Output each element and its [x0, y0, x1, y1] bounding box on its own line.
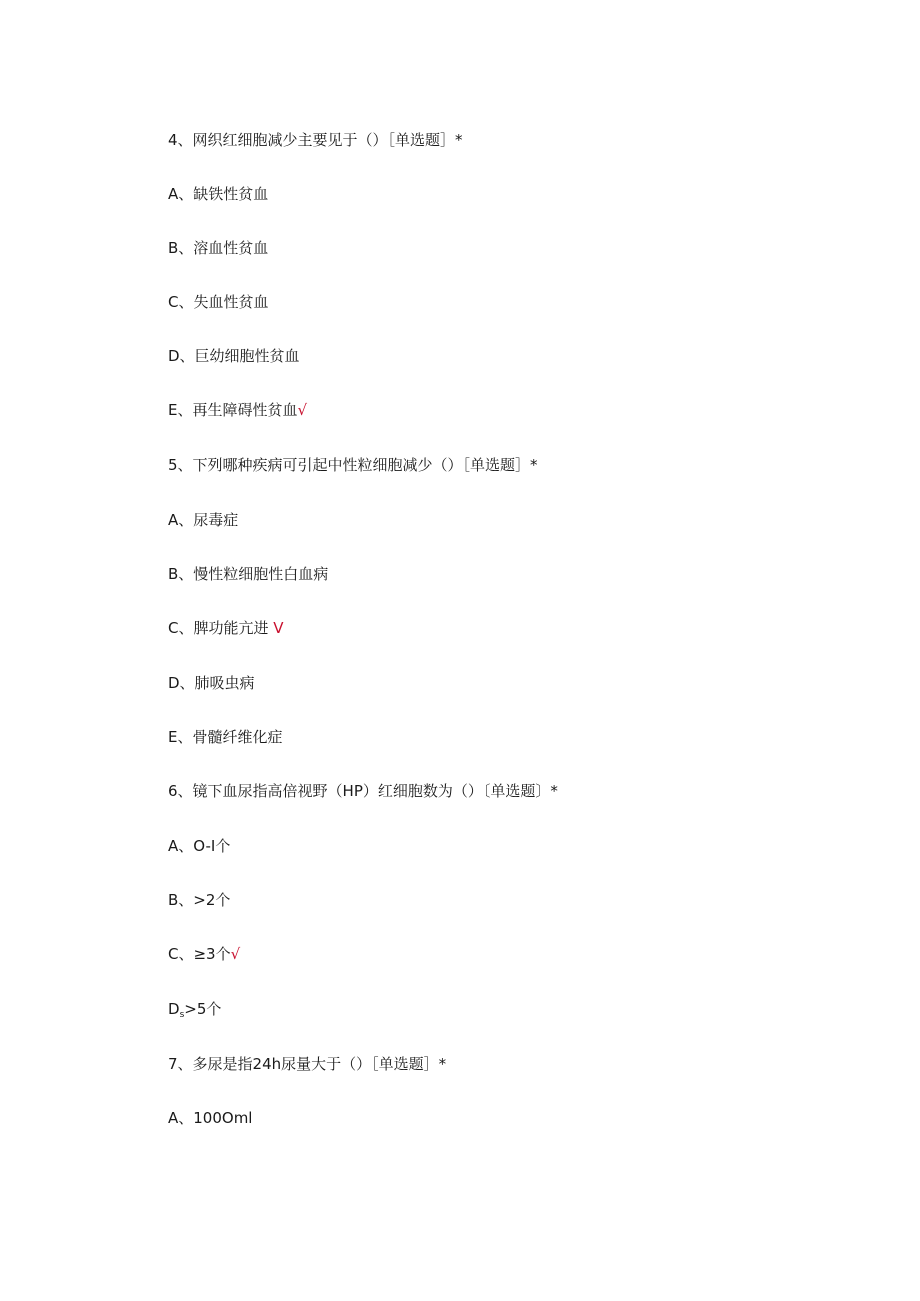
question-5-option-a [168, 510, 238, 530]
answer-check-mark: √ [230, 945, 241, 963]
option-text: B、慢性粒细胞性白血病 [168, 565, 329, 583]
question-4-option-a [168, 184, 268, 204]
question-4-option-b [168, 238, 268, 258]
option-text: C、脾功能亢进 [168, 619, 269, 637]
option-text: D、巨幼细胞性贫血 [168, 347, 300, 365]
option-letter: D [168, 1000, 180, 1018]
question-4-option-e [168, 400, 307, 420]
answer-check-mark: √ [297, 401, 308, 419]
question-5-option-c [168, 618, 284, 638]
option-text: E、再生障碍性贫血 [168, 401, 298, 419]
option-text: A、O-I个 [168, 837, 231, 855]
question-5-option-d [168, 673, 255, 693]
question-4-prompt: 4、网织红细胞减少主要见于（）［单选题］* [168, 131, 463, 149]
question-7-option-a [168, 1108, 252, 1128]
question-6-option-d [168, 999, 221, 1025]
option-subscript: s [179, 1010, 185, 1020]
question-6-option-b [168, 890, 230, 910]
answer-check-mark: V [273, 619, 284, 637]
option-text: B、溶血性贫血 [168, 239, 269, 257]
option-text: A、尿毒症 [168, 511, 239, 529]
question-5-option-b [168, 564, 328, 584]
question-6-option-c [168, 944, 240, 964]
question-4-option-d [168, 346, 300, 366]
question-6-prompt: 6、镜下血尿指高倍视野（HP）红细胞数为（）〔单选题〕* [168, 782, 558, 800]
option-text: A、缺铁性贫血 [168, 185, 269, 203]
option-text: D、肺吸虫病 [168, 674, 255, 692]
question-5-option-e [168, 727, 282, 747]
question-7-prompt: 7、多尿是指24h尿量大于（）［单选题］* [168, 1055, 447, 1073]
option-text: C、≥3个 [168, 945, 231, 963]
option-text: B、>2个 [168, 891, 231, 909]
question-5-prompt: 5、下列哪种疾病可引起中性粒细胞减少（）［单选题］* [168, 456, 538, 474]
option-text: E、骨髓纤维化症 [168, 728, 283, 746]
option-text: C、失血性贫血 [168, 293, 269, 311]
question-4-option-c [168, 292, 268, 312]
option-text: >5个 [184, 1000, 222, 1018]
question-6-option-a [168, 836, 230, 856]
option-text: A、100Oml [168, 1109, 253, 1127]
